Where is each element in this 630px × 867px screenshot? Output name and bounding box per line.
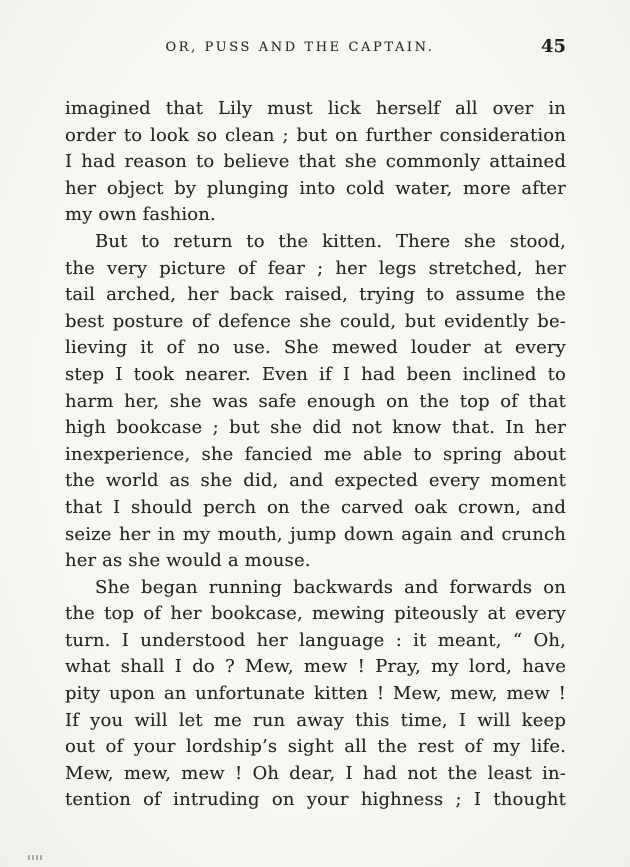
text-line: lieving it of no use. She mewed louder at every — [65, 337, 566, 359]
text-line: out of your lordship’s sight all the rest of my life. — [65, 736, 566, 758]
page-body — [65, 96, 566, 814]
text-line: She began running backwards and forwards on — [95, 576, 566, 598]
text-line: best posture of defence she could, but evidently be- — [65, 310, 566, 332]
text-line: high bookcase ; but she did not know that. In her — [65, 417, 566, 439]
text-line: that I should perch on the carved oak crown, and — [65, 496, 566, 518]
text-line: step I took nearer. Even if I had been inclined to — [65, 363, 566, 385]
page-header — [64, 36, 566, 64]
text-line: tail arched, her back raised, trying to assume the — [65, 284, 566, 306]
text-line: tention of intruding on your highness ; I thought — [65, 789, 566, 811]
scan-artifact — [28, 855, 44, 860]
text-line: pity upon an unfortunate kitten ! Mew, mew, mew ! — [65, 683, 566, 705]
text-line: Mew, mew, mew ! Oh dear, I had not the least in- — [65, 762, 566, 784]
text-line: imagined that Lily must lick herself all over in — [65, 98, 566, 119]
text-line: order to look so clean ; but on further consideration — [65, 124, 566, 146]
text-line: But to return to the kitten. There she stood, — [95, 230, 566, 252]
text-line: her as she would a mouse. — [65, 550, 311, 572]
text-line: the top of her bookcase, mewing piteously at every — [65, 603, 566, 625]
paragraph — [65, 229, 566, 575]
text-line: what shall I do ? Mew, mew ! Pray, my lord, have — [65, 656, 566, 678]
text-line: her object by plunging into cold water, more after — [65, 177, 566, 199]
page-number: 45 — [540, 36, 566, 57]
paragraph — [65, 575, 566, 814]
text-line: I had reason to believe that she commonly attained — [65, 151, 566, 173]
paragraph — [65, 96, 566, 229]
text-line: the very picture of fear ; her legs stretched, her — [65, 257, 566, 279]
text-line: If you will let me run away this time, I will keep — [65, 709, 566, 731]
text-line: turn. I understood her language : it meant, “ Oh, — [65, 629, 566, 651]
running-title: OR, PUSS AND THE CAPTAIN. — [165, 40, 435, 55]
text-line: seize her in my mouth, jump down again and crunch — [65, 523, 566, 545]
text-line: my own fashion. — [65, 204, 216, 226]
text-line: inexperience, she fancied me able to spring about — [65, 443, 566, 465]
text-line: harm her, she was safe enough on the top of that — [65, 390, 566, 412]
text-line: the world as she did, and expected every moment — [65, 470, 566, 492]
